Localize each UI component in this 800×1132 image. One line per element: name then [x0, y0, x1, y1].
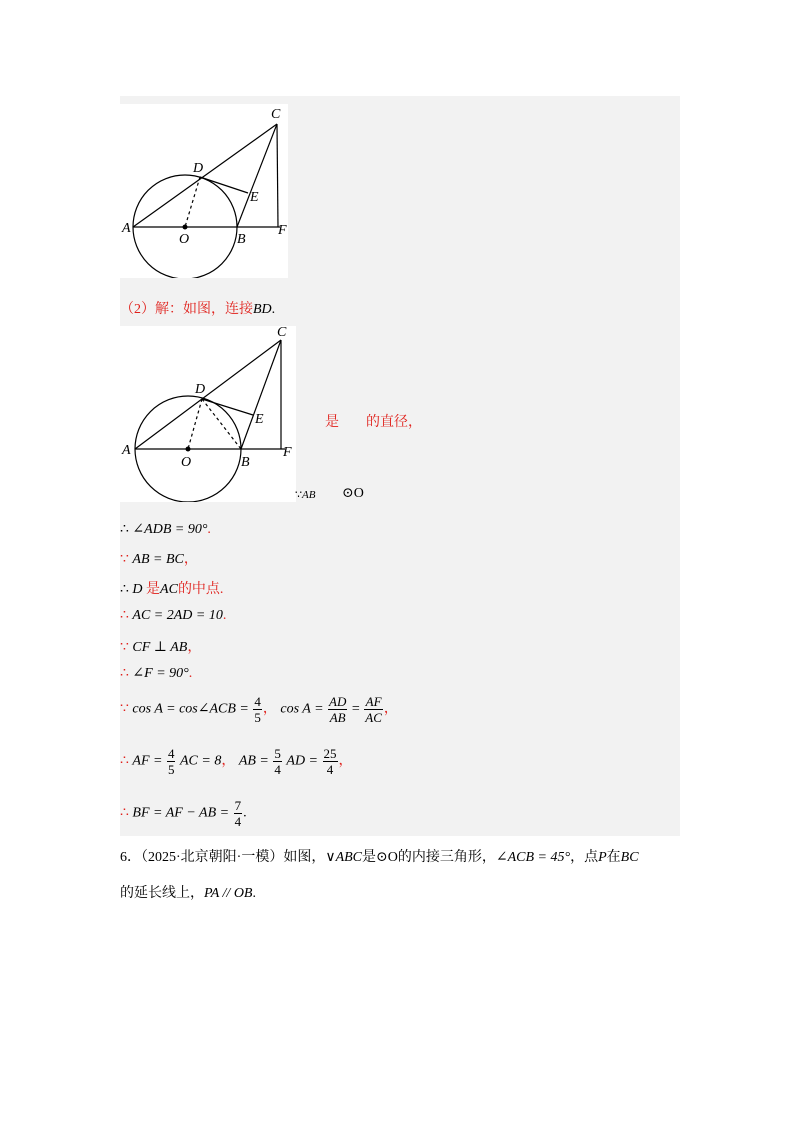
- segment-do: [188, 399, 202, 449]
- denominator: AB: [329, 710, 346, 725]
- expr-mid: cos A =: [280, 701, 324, 717]
- expr-left: AF =: [132, 753, 163, 769]
- therefore-symbol: ∴: [120, 582, 129, 597]
- point-d: D: [132, 582, 143, 597]
- end: ，: [383, 701, 398, 717]
- label-f: F: [278, 223, 287, 238]
- therefore-symbol: ∴: [120, 522, 129, 537]
- text-on: 在: [606, 850, 621, 865]
- expr-left: cos A = cos∠ACB =: [132, 701, 249, 717]
- segment-cb: [241, 340, 281, 449]
- midpoint-text: 的中点.: [177, 582, 224, 597]
- point-p: P: [598, 850, 607, 865]
- numerator: 4: [254, 694, 261, 709]
- is-text: 是: [146, 582, 161, 597]
- end: ，: [183, 552, 198, 567]
- problem6-line2: [120, 882, 256, 902]
- because-symbol: ∵: [120, 701, 129, 717]
- denominator: 4: [326, 762, 334, 777]
- label-b: B: [237, 232, 246, 247]
- problem6-intro: 6．（2025·北京朝阳·一模）如图，: [120, 850, 326, 865]
- expr-mid2: AD =: [286, 753, 318, 769]
- expr: ∠F = 90°: [132, 666, 189, 681]
- segment-ac: AC: [160, 582, 178, 597]
- text-inscribed: 的内接三角形，: [397, 850, 496, 865]
- label-a: A: [122, 221, 131, 236]
- end: .: [188, 666, 193, 681]
- numerator: 25: [323, 746, 337, 761]
- separator: ，: [262, 701, 277, 717]
- segment-cf: [277, 124, 278, 227]
- parallel-expr: PA // OB: [204, 886, 253, 901]
- denominator: 5: [254, 710, 261, 725]
- because-symbol: ∵: [120, 640, 129, 655]
- expr: AC = 2AD = 10: [132, 608, 223, 623]
- segment-cb: [237, 124, 277, 227]
- text-is: 是: [362, 850, 377, 865]
- denominator: 5: [167, 762, 175, 777]
- is-text: 是: [325, 415, 339, 430]
- text-extension: 的延长线上，: [120, 886, 204, 901]
- step-line-2: [120, 548, 198, 568]
- label-a: A: [122, 443, 131, 458]
- text-point: ，点: [570, 850, 599, 865]
- expr-left: BF = AF − AB =: [132, 805, 230, 821]
- diameter-text: 的直径，: [366, 415, 422, 430]
- label-e: E: [255, 412, 264, 427]
- numerator: AF: [365, 694, 382, 709]
- expr-mid: AC = 8: [179, 753, 222, 769]
- numerator: 7: [234, 798, 242, 813]
- denominator: 4: [274, 762, 281, 777]
- fraction-4-5: [253, 694, 262, 725]
- numerator: 4: [167, 746, 175, 761]
- step2-bd: BD: [253, 302, 272, 317]
- because-symbol: ∵: [295, 489, 302, 501]
- segment-de: [202, 399, 253, 415]
- therefore-symbol: ∴: [120, 608, 129, 623]
- label-d: D: [193, 161, 204, 176]
- fraction-4-5: [167, 746, 176, 777]
- because-ab: [295, 488, 315, 501]
- numerator: 5: [274, 746, 281, 761]
- therefore-symbol: ∴: [120, 666, 129, 681]
- fraction-ad-ab: [328, 694, 347, 725]
- label-c: C: [277, 326, 287, 340]
- point-o: [183, 225, 188, 230]
- step2-intro: [120, 298, 275, 318]
- end: ，: [187, 640, 202, 655]
- segment-ac: [135, 340, 281, 449]
- fraction-25-4: [323, 746, 338, 777]
- expr: AB = BC: [132, 552, 184, 567]
- end: .: [252, 886, 256, 901]
- step-line-8: [120, 746, 353, 777]
- fraction-af-ac: [364, 694, 383, 725]
- step-line-4: [120, 607, 226, 624]
- triangle-abc: ∨ABC: [325, 850, 363, 865]
- denominator: 4: [234, 814, 242, 829]
- step-line-1: [120, 521, 211, 538]
- therefore-symbol: ∴: [120, 805, 129, 821]
- point-o: [186, 447, 191, 452]
- label-b: B: [241, 455, 250, 470]
- numerator: AD: [329, 694, 347, 709]
- step-line-9: [120, 798, 247, 829]
- fraction-7-4: [234, 798, 243, 829]
- fraction-5-4: [273, 746, 282, 777]
- ab-label: AB: [302, 489, 316, 501]
- label-o: O: [179, 232, 190, 247]
- expr: ∠ADB = 90°: [132, 522, 208, 537]
- label-f: F: [283, 445, 292, 460]
- segment-de: [200, 177, 248, 193]
- step-line-7: [120, 694, 398, 725]
- label-o: O: [181, 455, 192, 470]
- problem6-line1: [120, 846, 639, 866]
- end: .: [207, 522, 211, 537]
- end: .: [222, 608, 227, 623]
- circle-o-label: ⊙O: [342, 486, 364, 501]
- expr: CF ⊥ AB: [132, 640, 188, 655]
- geometry-figure-2: [120, 326, 296, 502]
- end: .: [243, 805, 247, 821]
- step-line-5: [120, 636, 201, 656]
- angle-acb: ∠ACB = 45°: [495, 850, 571, 865]
- segment-bc: BC: [620, 850, 639, 865]
- equals: =: [351, 701, 360, 717]
- geometry-figure-1: [120, 104, 288, 278]
- step-line-3: [120, 578, 223, 598]
- step-line-6: [120, 665, 192, 682]
- step2-period: .: [271, 302, 276, 317]
- label-c: C: [271, 107, 281, 122]
- denominator: AC: [365, 710, 382, 725]
- therefore-symbol: ∴: [120, 753, 129, 769]
- label-e: E: [250, 190, 259, 205]
- segment-ac: [133, 124, 277, 227]
- label-d: D: [195, 382, 206, 397]
- because-symbol: ∵: [120, 552, 129, 567]
- circle-o: ⊙O: [376, 850, 398, 865]
- end: ，: [338, 753, 353, 769]
- step2-text: （2）解：如图，连接: [120, 302, 253, 317]
- expr-left2: AB =: [238, 753, 269, 769]
- separator: ，: [221, 753, 236, 769]
